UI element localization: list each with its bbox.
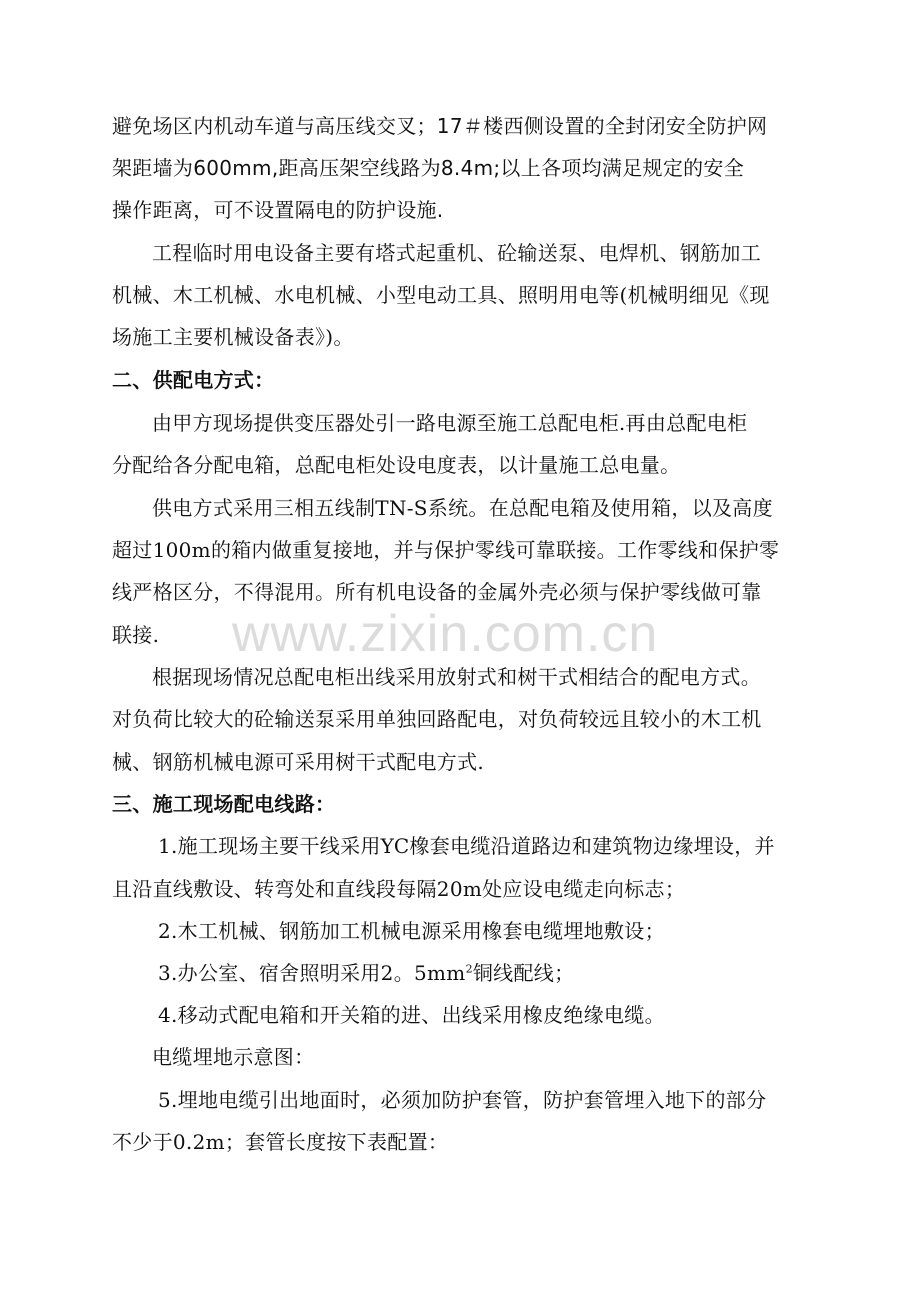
list-item-text: 铜线配线； xyxy=(472,961,575,985)
watermark: www.zixin.com.cn xyxy=(232,605,659,663)
text-line: 场施工主要机械设备表》)。 xyxy=(112,325,354,349)
paragraph-first-line: 由甲方现场提供变压器处引一路电源至施工总配电柜.再由总配电柜 xyxy=(152,411,748,435)
paragraph-first-line: 根据现场情况总配电柜出线采用放射式和树干式相结合的配电方式。 xyxy=(152,665,761,689)
text-line: 架距墙为600mm,距高压架空线路为8.4m;以上各项均满足规定的安全 xyxy=(112,156,745,180)
section-heading: 三、施工现场配电线路： xyxy=(112,792,336,816)
list-item: 1.施工现场主要干线采用YC橡套电缆沿道路边和建筑物边缘埋设，并 xyxy=(158,834,775,858)
list-item: 2.木工机械、钢筋加工机械电源采用橡套电缆埋地敷设； xyxy=(158,919,665,943)
figure-caption: 电缆埋地示意图： xyxy=(152,1045,315,1069)
text-line: 且沿直线敷设、转弯处和直线段每隔20m处应设电缆走向标志； xyxy=(112,877,686,901)
section-heading: 二、供配电方式： xyxy=(112,368,275,392)
list-item: 4.移动式配电箱和开关箱的进、出线采用橡皮绝缘电缆。 xyxy=(158,1003,665,1027)
text-line: 机械、木工机械、水电机械、小型电动工具、照明用电等(机械明细见《现 xyxy=(112,283,770,307)
text-line: 不少于0.2m；套管长度按下表配置： xyxy=(112,1130,449,1154)
list-item-text: 3.办公室、宿舍照明采用2。5mm xyxy=(158,961,466,985)
superscript: 2 xyxy=(465,962,473,976)
list-item xyxy=(158,959,920,987)
text-line: 对负荷比较大的砼输送泵采用单独回路配电，对负荷较远且较小的木工机 xyxy=(112,707,762,731)
paragraph-first-line: 工程临时用电设备主要有塔式起重机、砼输送泵、电焊机、钢筋加工 xyxy=(152,241,761,265)
text-line: 分配给各分配电箱，总配电柜处设电度表，以计量施工总电量。 xyxy=(112,453,681,477)
list-item: 5.埋地电缆引出地面时，必须加防护套管，防护套管埋入地下的部分 xyxy=(158,1088,767,1112)
text-line: 联接. xyxy=(112,623,160,647)
paragraph-first-line: 供电方式采用三相五线制TN-S系统。在总配电箱及使用箱，以及高度 xyxy=(152,496,773,520)
text-line: 避免场区内机动车道与高压线交叉；17＃楼西侧设置的全封闭安全防护网 xyxy=(112,114,768,138)
text-line: 超过100m的箱内做重复接地，并与保护零线可靠联接。工作零线和保护零 xyxy=(112,538,780,562)
text-line: 线严格区分，不得混用。所有机电设备的金属外壳必须与保护零线做可靠 xyxy=(112,580,762,604)
text-line: 操作距离，可不设置隔电的防护设施. xyxy=(112,198,444,222)
text-line: 械、钢筋机械电源可采用树干式配电方式. xyxy=(112,750,485,774)
